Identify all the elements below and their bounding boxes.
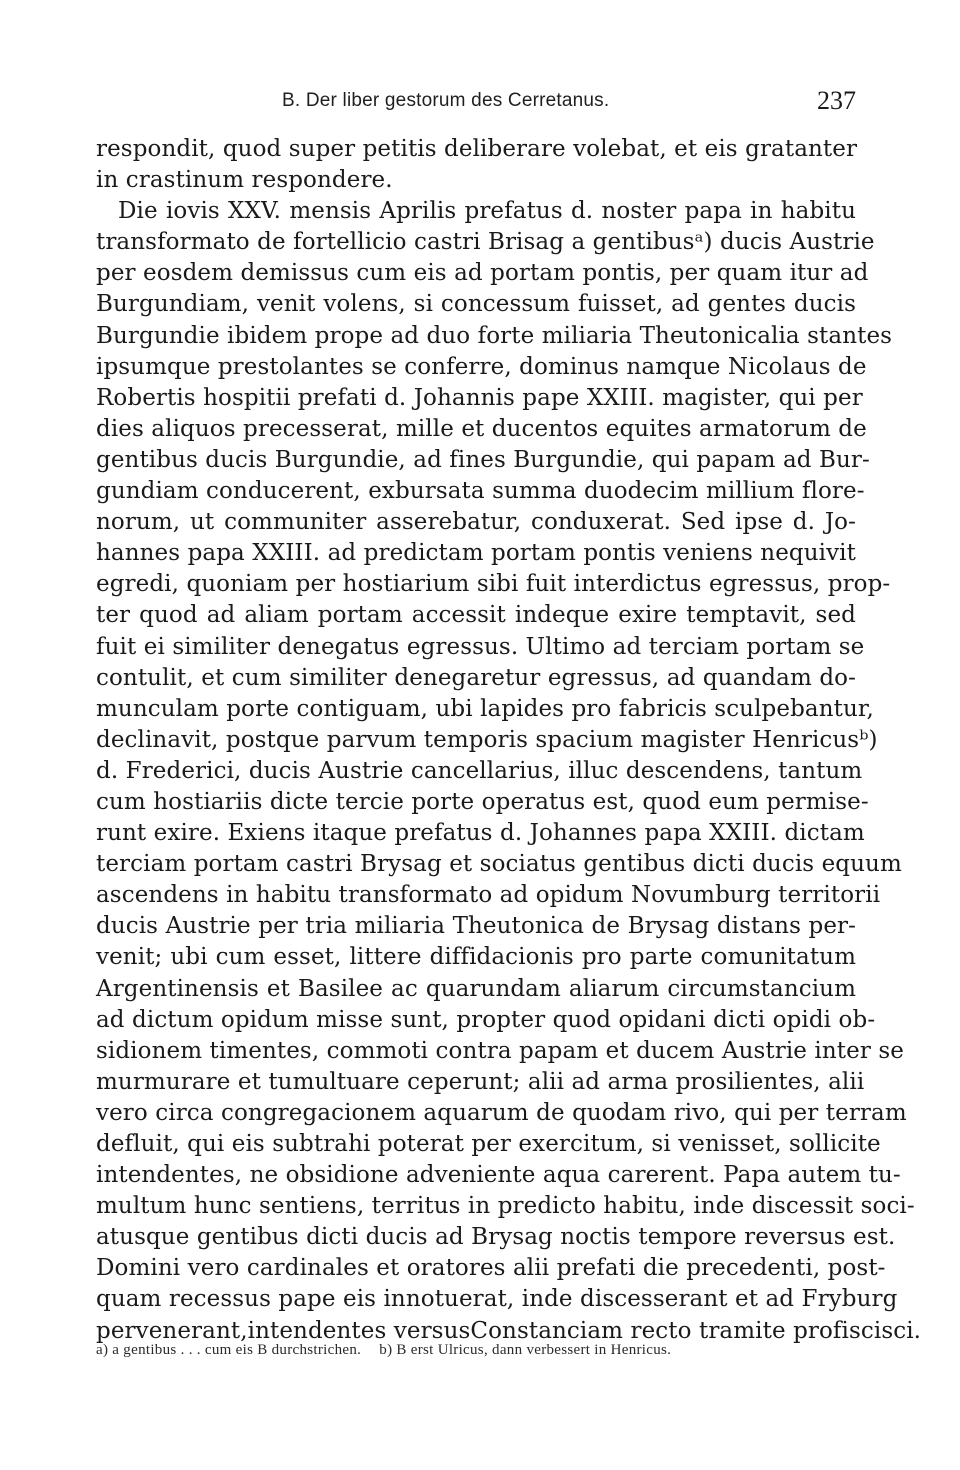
text-line: ipsumque prestolantes se conferre, dominus namque Nicolaus de	[96, 353, 867, 380]
text-line: atusque gentibus dicti ducis ad Brysag noctis tempore reversus est.	[96, 1224, 896, 1251]
text-line: munculam porte contiguam, ubi lapides pro fabricis sculpebantur,	[96, 695, 874, 722]
running-title: B. Der liber gestorum des Cerretanus.	[282, 90, 610, 111]
text-line: gundiam conducerent, exbursata summa duodecim millium flore-	[96, 478, 865, 505]
text-line: gentibus ducis Burgundie, ad fines Burgundie, qui papam ad Bur-	[96, 446, 870, 473]
text-line: intendentes, ne obsidione adveniente aqua carerent. Papa autem tu-	[96, 1162, 901, 1189]
text-line: ter quod ad aliam portam accessit indeque exire temptavit, sed	[96, 602, 856, 629]
text-line: pervenerant,intendentes versusConstanciam recto tramite profiscisci.	[96, 1317, 922, 1344]
footnote-b: b) B erst Ulricus, dann verbessert in Henricus.	[379, 1342, 672, 1358]
text-line: norum, ut communiter asserebatur, conduxerat. Sed ipse d. Jo-	[96, 509, 856, 536]
text-line: sidionem timentes, commoti contra papam et ducem Austrie inter se	[96, 1037, 904, 1064]
text-line: defluit, qui eis subtrahi poterat per exercitum, si venisset, sollicite	[96, 1131, 881, 1157]
text-line: quam recessus pape eis innotuerat, inde discesserant et ad Fryburg	[96, 1286, 898, 1313]
text-line: Argentinensis et Basilee ac quarundam aliarum circumstancium	[96, 975, 856, 1002]
text-line: Burgundiam, venit volens, si concessum fuisset, ad gentes ducis	[96, 291, 856, 318]
text-line: multum hunc sentiens, territus in predicto habitu, inde discessit soci-	[96, 1193, 915, 1220]
text-line: fuit ei similiter denegatus egressus. Ultimo ad terciam portam se	[96, 633, 865, 660]
text-line: Robertis hospitii prefati d. Johannis pape XXIII. magister, qui per	[96, 384, 863, 411]
text-line: cum hostiariis dicte tercie porte operatus est, quod eum permise-	[96, 788, 869, 815]
text-line: egredi, quoniam per hostiarium sibi fuit interdictus egressus, prop-	[96, 571, 891, 598]
text-line: Die iovis XXV. mensis Aprilis prefatus d. noster papa in habitu	[118, 198, 856, 225]
text-line: per eosdem demissus cum eis ad portam pontis, per quam itur ad	[96, 260, 869, 287]
page-number: 237	[817, 86, 856, 115]
text-line: murmurare et tumultuare ceperunt; alii ad arma prosilientes, alii	[96, 1068, 865, 1095]
running-head	[96, 86, 856, 120]
text-line: terciam portam castri Brysag et sociatus gentibus dicti ducis equum	[96, 851, 902, 878]
footnotes	[96, 1342, 856, 1359]
text-line: dies aliquos precesserat, mille et ducentos equites armatorum de	[96, 415, 867, 442]
text-line: Domini vero cardinales et oratores alii prefati die precedenti, post-	[96, 1255, 886, 1282]
text-line: respondit, quod super petitis deliberare volebat, et eis gratanter	[96, 136, 858, 162]
text-line: contulit, et cum similiter denegaretur egressus, ad quandam do-	[96, 664, 856, 691]
text-line: Burgundie ibidem prope ad duo forte miliaria Theutonicalia stantes	[96, 322, 893, 349]
text-line: declinavit, postque parvum temporis spacium magister Henricusᵇ)	[96, 726, 878, 753]
text-line: runt exire. Exiens itaque prefatus d. Johannes papa XXIII. dictam	[96, 820, 865, 847]
text-line: d. Frederici, ducis Austrie cancellarius, illuc descendens, tantum	[96, 757, 863, 784]
text-line: in crastinum respondere.	[96, 167, 393, 194]
body-text	[96, 134, 922, 1347]
text-line: vero circa congregacionem aquarum de quodam rivo, qui per terram	[96, 1099, 907, 1126]
footnote-a: a) a gentibus . . . cum eis B durchstrichen.	[96, 1342, 362, 1358]
text-line: ascendens in habitu transformato ad opidum Novumburg territorii	[96, 882, 881, 909]
text-line: ducis Austrie per tria miliaria Theutonica de Brysag distans per-	[96, 913, 856, 940]
text-line: ad dictum opidum misse sunt, propter quod opidani dicti opidi ob-	[96, 1006, 876, 1033]
text-line: transformato de fortellicio castri Brisag a gentibusᵃ) ducis Austrie	[96, 229, 875, 256]
text-line: venit; ubi cum esset, littere diffidacionis pro parte comunitatum	[96, 944, 856, 971]
text-line: hannes papa XXIII. ad predictam portam pontis veniens nequivit	[96, 540, 856, 567]
